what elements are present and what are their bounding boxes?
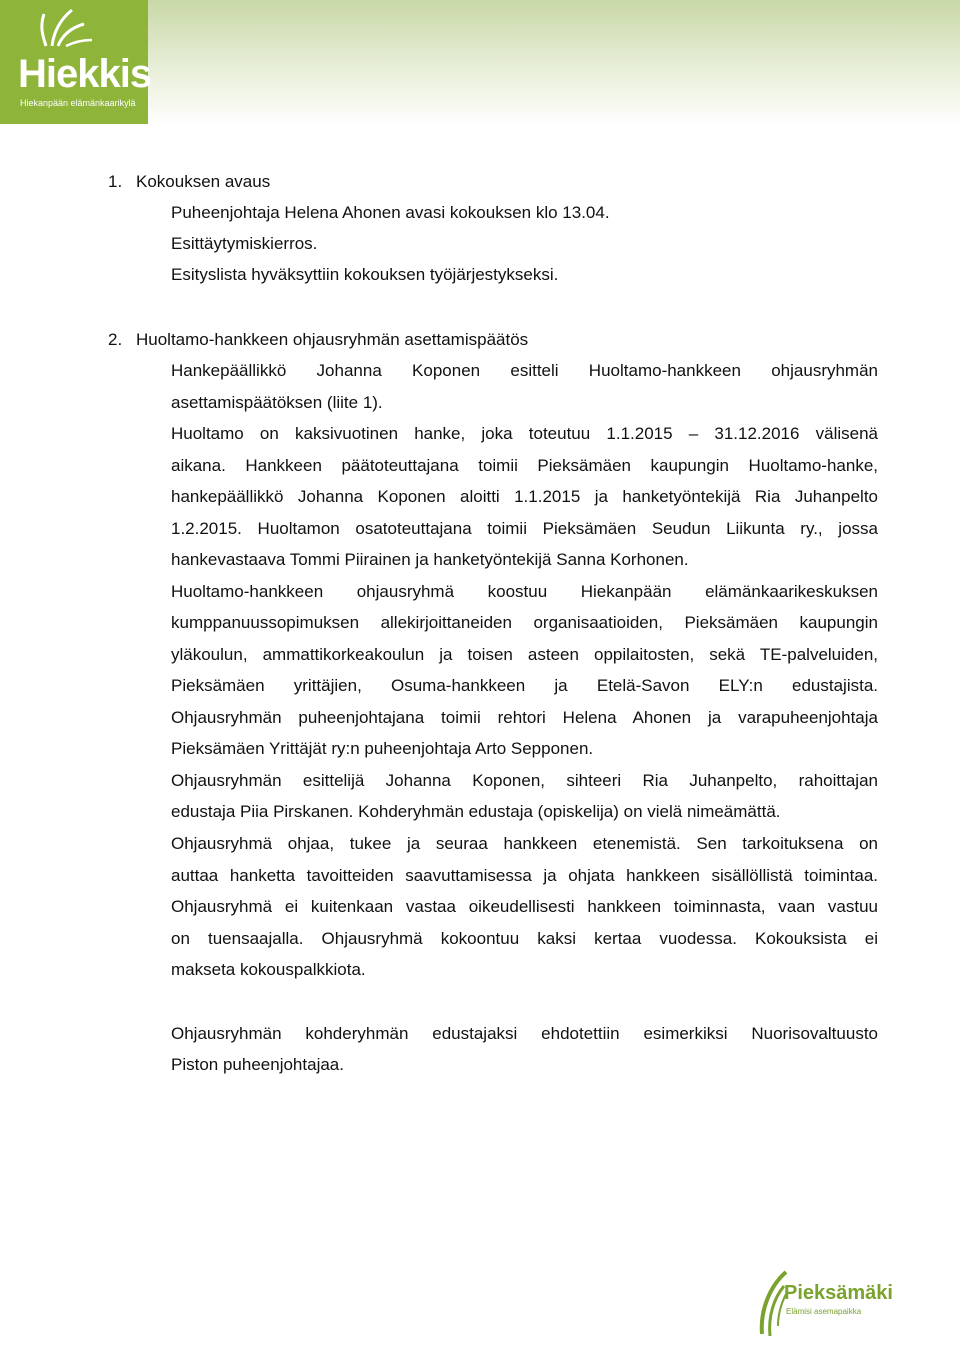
paragraph-line: Huoltamo on kaksivuotinen hanke, joka toteutuu 1.1.2015 – 31.12.2016 välisenä [171, 424, 878, 443]
item-number: 2. [108, 330, 123, 349]
paragraph-line: Piston puheenjohtajaa. [171, 1055, 344, 1074]
paragraph-line: auttaa hanketta tavoitteiden saavuttamisessa ja ohjata hankkeen sisällöllistä toimintaa. [171, 866, 878, 885]
paragraph-line: hankepäällikkö Johanna Koponen aloitti 1.1.2015 ja hanketyöntekijä Ria Juhanpelto [171, 487, 878, 506]
paragraph-line: makseta kokouspalkkiota. [171, 960, 366, 979]
paragraph-line: Ohjausryhmä ei kuitenkaan vastaa oikeudellisesti hankkeen toiminnasta, vaan vastuu [171, 897, 878, 916]
paragraph-line: Ohjausryhmän esittelijä Johanna Koponen, sihteeri Ria Juhanpelto, rahoittajan [171, 771, 878, 790]
paragraph-line: Esityslista hyväksyttiin kokouksen työjärjestykseksi. [171, 265, 559, 284]
paragraph-line: on tuensaajalla. Ohjausryhmä kokoontuu kaksi kertaa vuodessa. Kokouksista ei [171, 929, 878, 948]
paragraph-line: Hankepäällikkö Johanna Koponen esitteli Huoltamo-hankkeen ohjausryhmän [171, 361, 878, 380]
paragraph-line: hankevastaava Tommi Piirainen ja hanketyöntekijä Sanna Korhonen. [171, 550, 689, 569]
paragraph-line: Pieksämäen Yrittäjät ry:n puheenjohtaja Arto Sepponen. [171, 739, 594, 758]
logo-subtitle: Hiekanpään elämänkaarikylä [20, 98, 136, 108]
paragraph-line: Pieksämäen yrittäjien, Osuma-hankkeen ja Etelä-Savon ELY:n edustajista. [171, 676, 878, 695]
item-title: Huoltamo-hankkeen ohjausryhmän asettamispäätös [136, 330, 529, 349]
paragraph-line: Ohjausryhmän kohderyhmän edustajaksi ehdotettiin esimerkiksi Nuorisovaltuusto [171, 1024, 878, 1043]
footer-logo-text: Pieksämäki [784, 1282, 893, 1304]
paragraph-line: Ohjausryhmä ohjaa, tukee ja seuraa hankkeen etenemistä. Sen tarkoituksena on [171, 834, 878, 853]
footer-logo-subtitle: Elämisi asemapaikka [786, 1307, 862, 1316]
item-number: 1. [108, 172, 123, 191]
logo-text: Hiekkis [18, 52, 152, 96]
paragraph-line: aikana. Hankkeen päätoteuttajana toimii Pieksämäen kaupungin Huoltamo-hanke, [171, 456, 878, 475]
paragraph-line: edustaja Piia Pirskanen. Kohderyhmän edustaja (opiskelija) on vielä nimeämättä. [171, 802, 781, 821]
paragraph-line: Ohjausryhmän puheenjohtajana toimii rehtori Helena Ahonen ja varapuheenjohtaja [171, 708, 878, 727]
paragraph-line: Huoltamo-hankkeen ohjausryhmä koostuu Hiekanpään elämänkaarikeskuksen [171, 582, 878, 601]
paragraph-line: yläkoulun, ammattikorkeakoulun ja toisen asteen oppilaitosten, sekä TE-palveluiden, [171, 645, 878, 664]
paragraph-line: Esittäytymiskierros. [171, 234, 318, 253]
paragraph-line: 1.2.2015. Huoltamon osatoteuttajana toimii Pieksämäen Seudun Liikunta ry., jossa [171, 519, 878, 538]
paragraph-line: asettamispäätöksen (liite 1). [171, 393, 383, 412]
paragraph-line: kumppanuussopimuksen allekirjoittaneiden organisaatioiden, Pieksämäen kaupungin [171, 613, 878, 632]
paragraph-line: Puheenjohtaja Helena Ahonen avasi kokouksen klo 13.04. [171, 203, 610, 222]
hiekkis-logo [0, 0, 152, 124]
item-title: Kokouksen avaus [136, 172, 271, 191]
